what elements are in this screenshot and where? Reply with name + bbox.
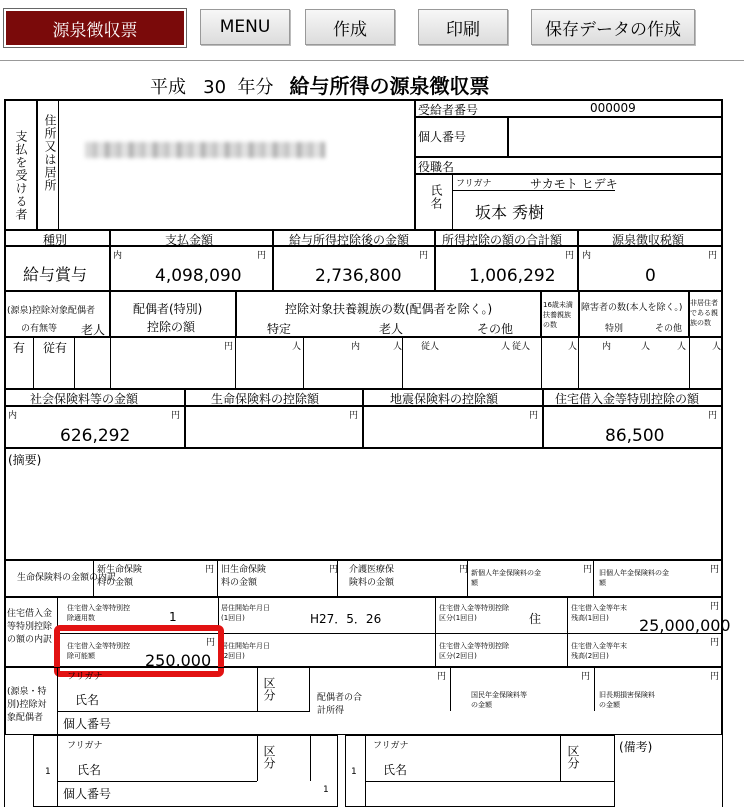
dependent-right-line <box>365 781 615 782</box>
personal-no-field[interactable] <box>508 117 722 157</box>
dependent-elderly-label: 老人 <box>379 322 404 336</box>
position-label: 役職名 <box>418 160 455 174</box>
housing-breakdown-label: 住宅借入金等特別控除の額の内訳 <box>7 609 53 645</box>
nonresident-label: 非居住者である親族の数 <box>690 299 718 327</box>
dependent-right-furigana: フリガナ <box>373 741 409 751</box>
spouse-divider-a <box>57 667 58 735</box>
disabled-unit-in: 内 <box>602 342 612 352</box>
dependent-left-name: 氏名 <box>77 763 102 777</box>
life-cell <box>185 406 363 448</box>
elderly-unit: 人 <box>393 342 403 352</box>
page-title: 平成 30 年分 給与所得の源泉徴収票 <box>150 74 490 98</box>
dependent-right-index: 1 <box>351 767 357 777</box>
bal1-label: 住宅借入金等年末残高(1回目) <box>571 604 627 622</box>
housing-count-label: 住宅借入金等特別控除適用数 <box>67 604 130 622</box>
furigana-value: サカモト ヒデキ <box>530 177 618 191</box>
address-label: 住所又は居所 <box>43 114 57 192</box>
care-unit: 円 <box>459 565 469 575</box>
old-life-label: 旧生命保険料の金額 <box>221 565 267 588</box>
recipient-no: 000009 <box>590 101 636 115</box>
tax-label: 源泉徴収税額 <box>612 233 685 247</box>
possible-label: 住宅借入金等特別控除可能額 <box>67 642 130 660</box>
menu-button[interactable]: MENU <box>200 9 290 45</box>
type-value: 給与賞与 <box>23 265 88 284</box>
personal-no-label: 個人番号 <box>418 130 467 144</box>
spouse-yes-label: 有 <box>13 341 26 355</box>
disabled-label: 障害者の数(本人を除く。) <box>581 303 683 313</box>
address-cell <box>37 100 415 230</box>
elderly-unit-in: 内 <box>351 342 361 352</box>
after-deduction-value: 2,736,800 <box>315 266 402 286</box>
type-label: 種別 <box>43 233 68 247</box>
social-unit-in: 内 <box>8 411 18 421</box>
spouse-deduction-label: 配偶者(特別) <box>133 302 203 316</box>
social-unit-yen: 円 <box>171 411 181 421</box>
new-life-label: 新生命保険料の金額 <box>97 565 143 588</box>
furigana-label: フリガナ <box>456 179 492 189</box>
payee-label: 支払を受ける者 <box>14 130 28 221</box>
spouse-furigana-label: フリガナ <box>67 672 103 682</box>
deduction-total-unit: 円 <box>565 251 575 261</box>
spouse-name-label: 氏名 <box>75 693 100 707</box>
dependent-left-divider <box>57 735 58 807</box>
dependent-left-index: 1 <box>45 767 51 777</box>
spouse-divider-b <box>57 711 310 712</box>
spouse-presence-label: (源泉)控除対象配偶者 <box>7 306 96 316</box>
pay-value: 4,098,090 <box>155 266 242 286</box>
possible-unit: 円 <box>206 638 216 648</box>
old-pension-label: 旧個人年金保険料の金額 <box>599 569 669 587</box>
start1-value: H27．5．26 <box>310 612 382 626</box>
remarks-label: (摘要) <box>8 453 42 467</box>
dependent-right-kubun: 区分 <box>566 745 580 769</box>
toolbar-divider <box>0 60 744 61</box>
deduction-total-value: 1,006,292 <box>469 266 556 286</box>
bal1-unit: 円 <box>710 602 720 612</box>
elderly-cohabit-unit: 従人 <box>421 342 440 352</box>
old-pension-unit: 円 <box>710 565 720 575</box>
quake-unit: 円 <box>529 411 539 421</box>
social-value: 626,292 <box>60 426 131 446</box>
deduction-total-label: 所得控除の額の合計額 <box>442 233 563 247</box>
dependents-label: 控除対象扶養親族の数(配偶者を除く。) <box>285 302 493 316</box>
cat1-value: 住 <box>529 612 542 626</box>
possible-value: 250,000 <box>145 651 212 670</box>
withholding-form <box>4 99 731 807</box>
pay-unit-yen: 円 <box>257 251 267 261</box>
housing-unit: 円 <box>708 411 718 421</box>
spouse-presence-label2: の有無等 <box>21 324 58 334</box>
bal1-value: 25,000,000 <box>639 616 731 635</box>
dependent-left-line <box>57 781 257 782</box>
life-label: 生命保険料の控除額 <box>211 392 320 406</box>
bal2-unit: 円 <box>710 638 720 648</box>
tax-unit-yen: 円 <box>708 251 718 261</box>
spouse-divider-d <box>594 667 595 711</box>
withholding-slip-button[interactable]: 源泉徴収票 <box>4 9 186 47</box>
disabled-other-label: その他 <box>655 324 683 334</box>
quake-cell <box>363 406 543 448</box>
disabled-other-unit: 人 <box>677 342 687 352</box>
remarks-cell <box>5 448 722 560</box>
income-unit: 円 <box>437 672 447 682</box>
spouse-deduction-value <box>110 337 236 389</box>
housing-value: 86,500 <box>605 426 665 446</box>
spouse-kubun-label: 区分 <box>262 677 276 701</box>
spouse-cohabit-label: 従有 <box>43 341 68 355</box>
spouse-elderly-label: 老人 <box>81 323 106 337</box>
dependent-left-furigana: フリガナ <box>67 741 103 751</box>
bal2-label: 住宅借入金等年末残高(2回目) <box>571 642 627 660</box>
spouse-divider-c <box>450 667 451 711</box>
create-button[interactable]: 作成 <box>305 9 395 45</box>
life-unit: 円 <box>349 411 359 421</box>
print-button[interactable]: 印刷 <box>418 9 508 45</box>
old-long-label: 旧長期損害保険料の金額 <box>599 691 655 709</box>
pay-unit-in: 内 <box>113 251 123 261</box>
housing-count: 1 <box>169 610 177 624</box>
housing-divider-c <box>435 597 436 667</box>
other-unit: 人 <box>501 342 511 352</box>
specified-label: 特定 <box>267 322 292 336</box>
specified-unit: 人 <box>292 342 302 352</box>
tax-value: 0 <box>645 266 656 286</box>
spouse-deduction-label2: 控除の額 <box>147 320 196 334</box>
cat1-label: 住宅借入金等特別控除区分(1回目) <box>439 604 509 622</box>
quake-label: 地震保険料の控除額 <box>390 392 499 406</box>
nat-pension-unit: 円 <box>581 672 591 682</box>
spouse-values-divider <box>33 337 75 389</box>
dependent-left-personal: 個人番号 <box>63 787 112 801</box>
after-deduction-label: 給与所得控除後の金額 <box>289 233 410 247</box>
create-saved-data-button[interactable]: 保存データの作成 <box>531 9 695 45</box>
dependent-left-index2: 1 <box>323 785 329 795</box>
dependent-right-divider <box>365 735 366 807</box>
nat-pension-label: 国民年金保険料等の金額 <box>471 691 527 709</box>
disabled-special-label: 特別 <box>605 324 624 334</box>
recipient-no-label: 受給者番号 <box>418 103 479 117</box>
new-pension-unit: 円 <box>583 565 593 575</box>
old-life-unit: 円 <box>329 565 339 575</box>
social-label: 社会保険料等の金額 <box>30 392 139 406</box>
nonresident-unit: 人 <box>712 342 722 352</box>
dependent-right-name: 氏名 <box>383 763 408 777</box>
after-deduction-unit: 円 <box>419 251 429 261</box>
tax-unit-in: 内 <box>582 251 592 261</box>
other-cohabit-unit: 従人 <box>512 342 531 352</box>
dependent-other-label: その他 <box>477 322 514 336</box>
furigana-divider <box>453 190 615 191</box>
new-pension-label: 新個人年金保険料の金額 <box>471 569 541 587</box>
under16-unit: 人 <box>568 342 578 352</box>
disabled-special-unit: 人 <box>641 342 651 352</box>
pay-label: 支払金額 <box>165 233 214 247</box>
start2-label: 居住開始年月日(2回目) <box>221 642 270 660</box>
name-value: 坂本 秀樹 <box>475 203 545 222</box>
start1-label: 居住開始年月日(1回目) <box>221 604 270 622</box>
housing-divider-d <box>567 597 568 667</box>
notes-label: (備考) <box>619 740 653 754</box>
spouse-income-label: 配偶者の合計所得 <box>317 693 363 716</box>
spouse-personal-label: 個人番号 <box>63 717 112 731</box>
old-long-unit: 円 <box>710 672 720 682</box>
under16-label: 16歳未満扶養親族の数 <box>543 301 573 329</box>
care-label: 介護医療保険料の金額 <box>349 565 395 588</box>
name-label: 氏名 <box>429 184 443 210</box>
spouse-deduction-unit: 円 <box>224 342 234 352</box>
dependent-left-kubun: 区分 <box>262 745 276 769</box>
new-life-unit: 円 <box>205 565 215 575</box>
address-redacted <box>85 142 325 158</box>
cat2-label: 住宅借入金等特別控除区分(2回目) <box>439 642 509 660</box>
life-breakdown-label: 生命保険料の金額の内訳 <box>17 573 117 583</box>
housing-label: 住宅借入金等特別控除の額 <box>555 392 700 406</box>
spouse-label: (源泉・特別)控除対象配偶者 <box>7 687 47 723</box>
position-cell <box>415 157 722 174</box>
